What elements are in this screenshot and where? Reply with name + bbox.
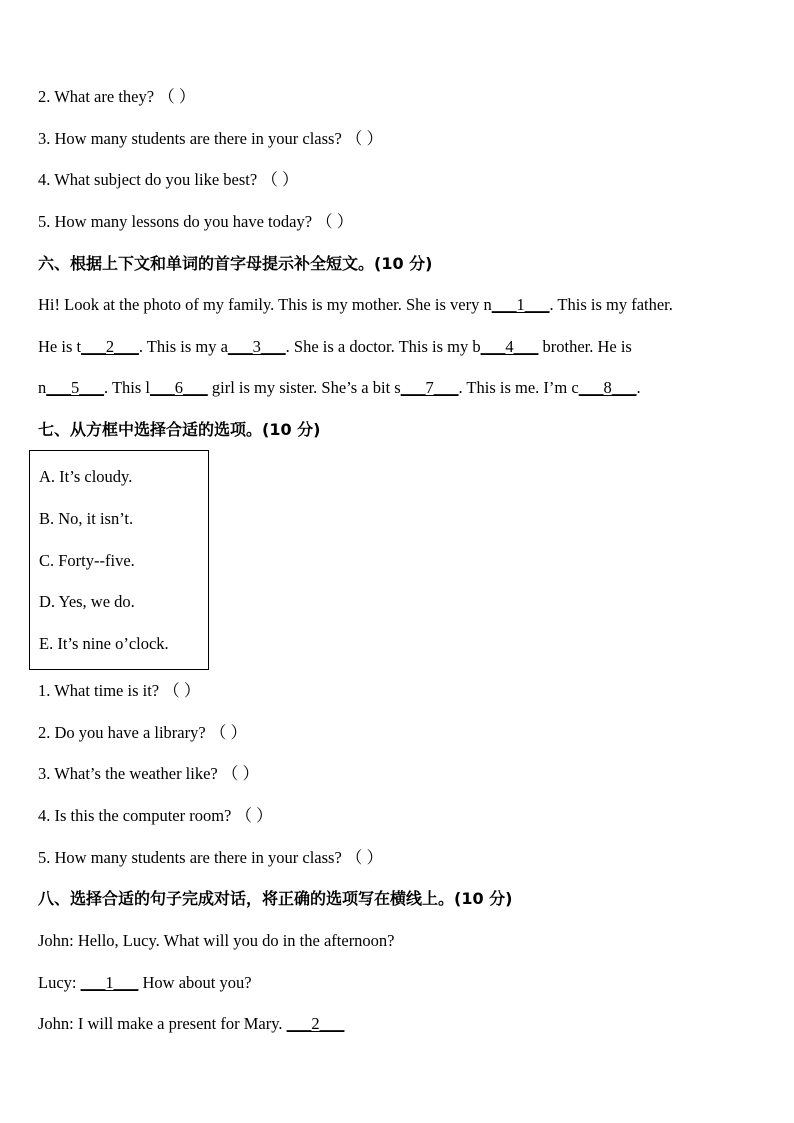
cloze-blank-2[interactable]: ___2___ — [81, 337, 139, 356]
question-text: 5. How many students are there in your class? — [38, 848, 342, 867]
option-b: B. No, it isn’t. — [39, 509, 134, 528]
cloze-text: . This l — [104, 378, 150, 397]
cloze-blank-5[interactable]: ___5___ — [46, 378, 104, 397]
option-c: C. Forty--five. — [39, 551, 135, 570]
question-text: 2. What are they? — [38, 87, 155, 106]
cloze-blank-3[interactable]: ___3___ — [227, 337, 286, 356]
question-text: 1. What time is it? — [38, 681, 160, 700]
question-5-3 — [38, 129, 383, 149]
dialogue-blank-1[interactable]: ___1___ — [80, 973, 139, 992]
question-7-2 — [38, 723, 247, 743]
section-6-heading: 六、根据上下文和单词的首字母提示补全短文。(10 分) — [38, 254, 433, 273]
answer-parentheses: （ ） — [345, 848, 384, 867]
question-5-4 — [38, 170, 298, 190]
answer-parentheses: （ ） — [316, 212, 354, 231]
option-a: A. It’s cloudy. — [39, 467, 133, 486]
answer-parentheses: （ ） — [221, 764, 260, 783]
cloze-blank-7[interactable]: ___7___ — [400, 378, 459, 397]
question-text: 2. Do you have a library? — [38, 723, 206, 742]
options-box — [29, 450, 209, 670]
option-d: D. Yes, we do. — [39, 592, 135, 611]
answer-parentheses: （ ） — [163, 681, 201, 700]
cloze-text: . This is my father. — [549, 295, 673, 314]
cloze-text: He is t — [38, 337, 82, 356]
dialogue-line-2 — [38, 973, 252, 993]
question-7-1 — [38, 681, 200, 701]
cloze-line-3 — [38, 378, 641, 398]
question-7-3 — [38, 764, 259, 784]
cloze-text: girl is my sister. She’s a bit s — [207, 378, 401, 397]
dialogue-text: John: I will make a present for Mary. — [38, 1014, 287, 1033]
question-5-5 — [38, 212, 353, 232]
cloze-text: brother. He is — [538, 337, 632, 356]
cloze-text: n — [38, 378, 47, 397]
section-7-heading: 七、从方框中选择合适的选项。(10 分) — [38, 420, 321, 439]
question-text: 4. Is this the computer room? — [38, 806, 232, 825]
cloze-text: Hi! Look at the photo of my family. This is my mother. She is very n — [38, 295, 492, 314]
question-5-2 — [38, 87, 195, 107]
option-e: E. It’s nine o’clock. — [39, 634, 169, 653]
dialogue-line-3 — [38, 1014, 344, 1034]
answer-parentheses: （ ） — [345, 129, 384, 148]
cloze-blank-6[interactable]: ___6___ — [150, 378, 208, 397]
cloze-line-2 — [38, 337, 632, 357]
answer-parentheses: （ ） — [261, 170, 299, 189]
question-7-4 — [38, 806, 273, 826]
answer-parentheses: （ ） — [209, 723, 247, 742]
cloze-text: . — [636, 378, 641, 397]
cloze-blank-4[interactable]: ___4___ — [480, 337, 539, 356]
answer-parentheses: （ ） — [235, 806, 273, 825]
section-8-heading: 八、选择合适的句子完成对话，将正确的选项写在横线上。(10 分) — [38, 889, 513, 908]
cloze-line-1 — [38, 295, 673, 315]
dialogue-text: Lucy: — [38, 973, 81, 992]
question-text: 3. How many students are there in your class? — [38, 129, 342, 148]
cloze-text: . She is a doctor. This is my b — [285, 337, 481, 356]
question-text: 5. How many lessons do you have today? — [38, 212, 313, 231]
question-7-5 — [38, 848, 383, 868]
cloze-blank-8[interactable]: ___8___ — [578, 378, 637, 397]
cloze-text: . This is me. I’m c — [458, 378, 579, 397]
dialogue-line-1: John: Hello, Lucy. What will you do in the afternoon? — [38, 931, 395, 950]
cloze-text: . This is my a — [138, 337, 228, 356]
question-text: 3. What’s the weather like? — [38, 764, 218, 783]
answer-parentheses: （ ） — [158, 87, 196, 106]
question-text: 4. What subject do you like best? — [38, 170, 258, 189]
cloze-blank-1[interactable]: ___1___ — [491, 295, 550, 314]
dialogue-text: How about you? — [138, 973, 252, 992]
dialogue-blank-2[interactable]: ___2___ — [286, 1014, 345, 1033]
